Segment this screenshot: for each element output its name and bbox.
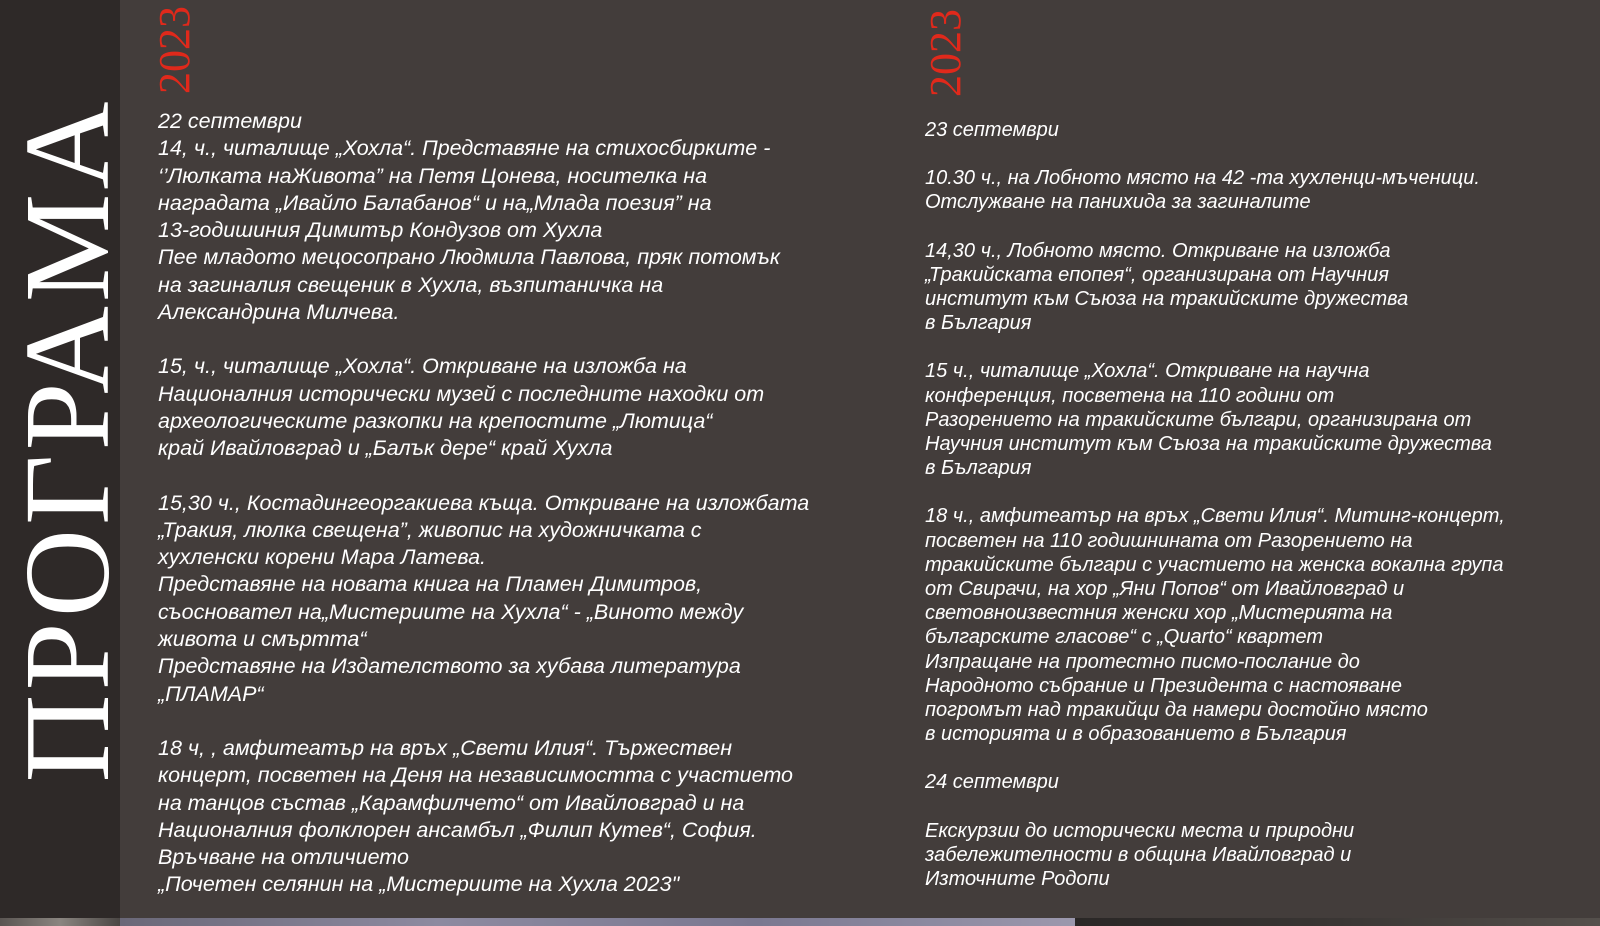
event-line: на танцов състав „Карамфилчето“ от Ивайловград и на [158, 790, 745, 815]
event-line: 15, ч., читалище „Хохла“. Откриване на изложба на [158, 354, 687, 379]
event-line: погромът над тракийци да намери достойно място [925, 699, 1428, 722]
event-line: Научния институт към Съюза на тракийските дружества [925, 433, 1492, 456]
event-line: Националния фолклорен ансамбъл „Филип Кутев“, София. [158, 817, 757, 842]
date-heading [925, 118, 1600, 142]
program-event [158, 735, 898, 899]
spacer [158, 463, 898, 490]
event-line: 24 септември [925, 771, 1059, 794]
right-program-column [925, 118, 1600, 891]
event-line: 18 ч, , амфитеатър на връх „Свети Илия“. Тържествен [158, 735, 733, 760]
event-line: на загиналия свещеник в Хухла, възпитаничка на [158, 272, 664, 297]
spacer [158, 326, 898, 353]
date-heading: 22 септември [158, 109, 302, 133]
event-line: в България [925, 312, 1032, 335]
event-line: Представяне на новата книга на Пламен Димитров, [158, 572, 703, 597]
program-event [158, 490, 898, 708]
program-event [925, 504, 1600, 746]
event-line: 14,30 ч., Лобното място. Откриване на изложба [925, 239, 1391, 262]
event-line: посветен на 110 годишнината от Разорението на [925, 529, 1413, 552]
event-line: хухленски корени Мара Латева. [158, 545, 487, 570]
event-line: в България [925, 457, 1032, 480]
year-left: 2023 [150, 6, 199, 94]
event-line: „Тракия, люлка свещена”, живопис на художничката с [158, 517, 702, 542]
program-event [925, 359, 1600, 480]
photo-strip-right [1075, 918, 1600, 926]
spacer [925, 335, 1600, 359]
program-title: ПРОГРАМА [0, 97, 135, 783]
date-heading [925, 770, 1600, 794]
event-line: концерт, посветен на Деня на независимостта с участието [158, 763, 793, 788]
event-line: ‘’Люлката наЖивота” на Петя Цонева, носителка на [158, 163, 708, 188]
event-line: наградата „Ивайло Балабанов“ и на„Млада поезия” на [158, 190, 712, 215]
event-line: живота и смъртта“ [158, 627, 367, 652]
event-line: 15,30 ч., Костадингеоргакиева къща. Откриване на изложбата [158, 490, 810, 515]
left-program-column [158, 108, 898, 899]
program-event [925, 166, 1600, 214]
event-line: „ПЛАМАР“ [158, 681, 264, 706]
bottom-photo-strip [0, 918, 1600, 926]
event-line: институт към Съюза на тракийските дружества [925, 288, 1409, 311]
program-event [925, 239, 1600, 336]
program-event [158, 353, 898, 462]
event-line: Александрина Милчева. [158, 300, 400, 325]
event-line: 15 ч., читалище „Хохла“. Откриване на научна [925, 360, 1370, 383]
event-line: 13-годишиния Димитър Кондузов от Хухла [158, 218, 603, 243]
event-line: Националния исторически музей с последните находки от [158, 381, 765, 406]
event-line: тракийските българи с участието на женска вокална група [925, 553, 1504, 576]
event-line: Екскурзии до исторически места и природни [925, 819, 1355, 842]
event-line: Изпращане на протестно писмо-послание до [925, 650, 1360, 673]
event-line: Източните Родопи [925, 868, 1110, 891]
spacer [925, 480, 1600, 504]
spacer [925, 795, 1600, 819]
event-line: археологическите разкопки на крепостите „Лютица“ [158, 408, 713, 433]
event-line: от Свирачи, на хор „Яни Попов“ от Ивайловград и [925, 578, 1405, 601]
event-line: 18 ч., амфитеатър на връх „Свети Илия“. Митинг-концерт, [925, 505, 1505, 528]
event-line: забележителности в община Ивайловград и [925, 843, 1352, 866]
event-line: 14, ч., читалище „Хохла“. Представяне на стихосбирките - [158, 136, 771, 161]
event-line: Отслужване на панихида за загиналите [925, 191, 1311, 214]
photo-strip-left [0, 918, 120, 926]
event-line: в историята и в образованието в България [925, 723, 1347, 746]
spacer [925, 142, 1600, 166]
event-line: 10.30 ч., на Лобното място на 42 -та хухленци-мъченици. [925, 167, 1480, 190]
year-right: 2023 [921, 9, 970, 97]
program-event [925, 819, 1600, 892]
event-line: конференция, посветена на 110 години от [925, 384, 1335, 407]
event-line: „Тракийската епопея“, организирана от Научния [925, 263, 1389, 286]
event-line: край Ивайловград и „Балък дере“ край Хухла [158, 436, 613, 461]
photo-strip-middle [120, 918, 1075, 926]
spacer [158, 708, 898, 735]
spacer [925, 746, 1600, 770]
event-line: съосновател на„Мистериите на Хухла“ - „Виното между [158, 599, 744, 624]
event-line: Връчване на отличието [158, 845, 409, 870]
event-line: българските гласове“ с „Quarto“ квартет [925, 626, 1324, 649]
event-line: „Почетен селянин на „Мистериите на Хухла 2023" [158, 872, 680, 897]
event-line: Представяне на Издателството за хубава литература [158, 654, 741, 679]
event-line: Разорението на тракийските българи, организирана от [925, 408, 1472, 431]
sidebar-band [0, 0, 135, 920]
event-line: световноизвестния женски хор „Мистерията на [925, 602, 1393, 625]
event-line: Народното събрание и Президента с настояване [925, 674, 1403, 697]
program-event [158, 135, 898, 326]
event-line: 23 септември [925, 119, 1059, 141]
spacer [925, 215, 1600, 239]
event-line: Пее младото мецосопрано Людмила Павлова, пряк потомък [158, 245, 781, 270]
